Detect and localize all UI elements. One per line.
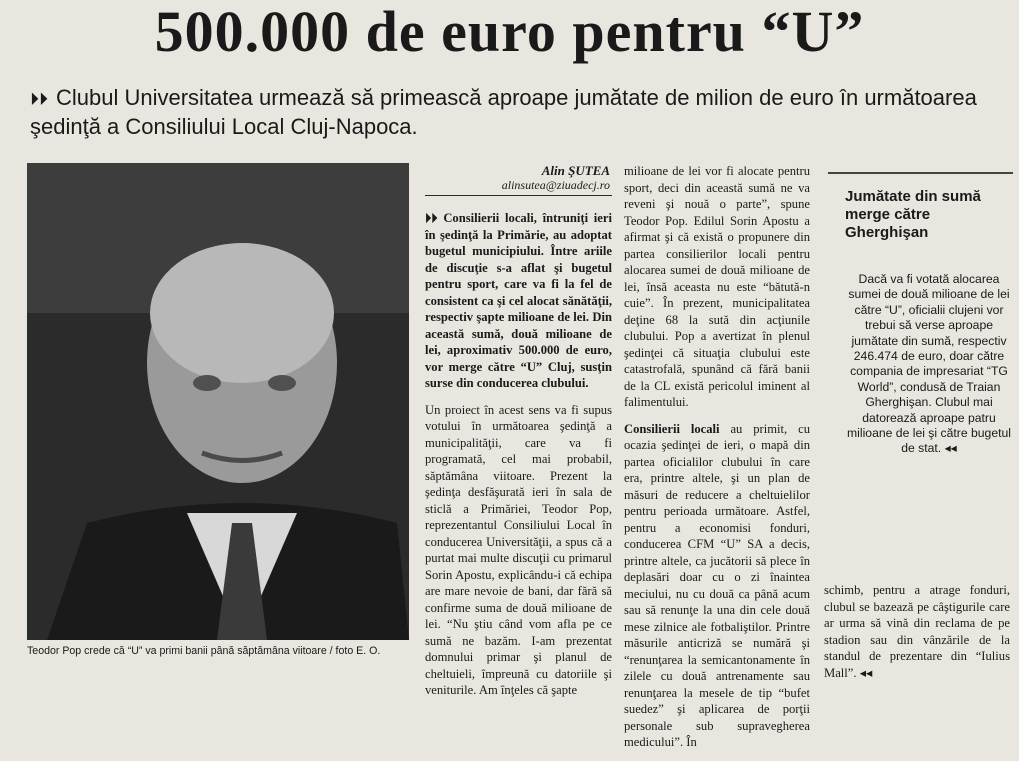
end-mark-icon: ◂◂ <box>859 665 873 680</box>
byline <box>425 163 610 193</box>
portrait-image <box>27 163 409 640</box>
article-photo <box>27 163 409 640</box>
paragraph <box>624 421 810 751</box>
article-lead <box>425 210 612 392</box>
author-name: Alin ŞUTEA <box>541 163 610 178</box>
sidebar-text: Dacă va fi votată alocarea sumei de două milioane de lei către “U”, oficialii clujeni vor trebui să verse aproape jumătate din sumă, respectiv 246.474 de euro, doar către compania de impresariat “TG World”, condusă de Traian Gherghişan. Clubul mai datorează aproape patru milioane de lei şi către bugetul de stat. <box>847 272 1011 456</box>
double-arrow-icon: ⏵⏵ <box>30 89 48 109</box>
paragraph <box>824 582 1010 681</box>
deck-text: Clubul Universitatea urmează să primească aproape jumătate de milion de euro în următoarea şedinţă a Consiliului Local Cluj-Napoca. <box>30 85 977 139</box>
paragraph: milioane de lei vor fi alocate pentru sport, deci din această sumă ne va reveni şi nouă o parte”, spune Teodor Pop. Edilul Sorin Apostu a afirmat şi că există o propunere din partea consilierilor locali pentru alocarea sumei de două milioane de lei, însă aceasta nu este “bătută-n cuie”. În prezent, municipalitatea deţine 68 la sută din acţiunile clubului. Pop a avertizat în plenul şedinţei că situaţia clubului este catastrofală, spunând că fără banii de la CL există pericolul iminent al falimentului. <box>624 164 810 409</box>
sidebar-title: Jumătate din sumă merge către Gherghişan <box>845 188 981 241</box>
byline-rule <box>425 195 612 196</box>
lead-text: Consilierii locali, întruniţi ieri în şedinţă la Primărie, au adoptat bugetul municipiului. Între ariile de discuţie s-a aflat şi bugetul pentru sport, care va fi la fel de consistent ca şi cel alocat sănătăţii, respectiv şapte milioane de lei. Din această sumă, două milioane de lei, aproximativ 500.000 de euro, vor merge către “U” Cluj, susţin surse din conducerea clubului. <box>425 211 612 390</box>
deck <box>30 84 1015 140</box>
paragraph-lead: Consilierii locali <box>624 421 720 436</box>
double-arrow-icon: ⏵⏵ <box>425 211 438 225</box>
paragraph: Un proiect în acest sens va fi supus votului în următoarea şedinţă a municipalităţii, care va fi programată, cel mai probabil, săptămâna viitoare. Prezent la şedinţa desfăşurată ieri în sala de sticlă a Primăriei, Teodor Pop, reprezentantul Consiliului Local în conducerea Universităţii, a spus că a purtat mai multe discuţii cu primarul Sorin Apostu, explicându-i că echipa are mare nevoie de bani, dar fără să confirme suma de două milioane de lei. “Nu ştiu când vom afla pe ce sumă ne bazăm. I-am prezentat domnului primar şi planul de cheltuieli, împreună cu datoriile şi veniturile. Am înţeles că şapte <box>425 402 612 697</box>
sidebar-rule <box>828 172 1013 174</box>
end-mark-icon: ◂◂ <box>944 441 957 456</box>
photo-caption: Teodor Pop crede că “U” va primi banii până săptămâna viitoare / foto E. O. <box>27 645 381 657</box>
author-email: alinsutea@ziuadecj.ro <box>501 178 610 192</box>
article-column-1 <box>425 210 612 709</box>
sidebar-body <box>845 272 1013 457</box>
paragraph-text: au primit, cu ocazia şedinţei de ieri, o mapă din partea oficialilor clubului în care era, printre altele, şi un plan de măsuri de reducere a cheltuielilor pentru perioada următoare. Astfel, pentru a economisi fonduri, conducerea CFM “U” SA a decis, printre altele, ca jucătorii să plece în deplasări doar cu o zi înaintea meciului, nu cu două ca până acum sau să renunţe la una din cele două mese zilnice ale fotbaliştilor. Printre măsurile anticriză se numără şi “renunţarea la semicantonamente în zilele cu două antrenamente sau renunţarea la mesele de tip “bufet suedez” şi aplicarea de porţii personale sub supravegherea medicului”. În <box>624 421 810 749</box>
article-column-2 <box>624 163 810 761</box>
paragraph-text: schimb, pentru a atrage fonduri, clubul se bazează pe câştigurile care ar urma să vină din reclama de pe stadion sau din vânzările de la standul de prezentare din “Iulius Mall”. <box>824 583 1010 680</box>
article-column-3 <box>824 582 1010 691</box>
headline: 500.000 de euro pentru “U” <box>154 0 865 64</box>
